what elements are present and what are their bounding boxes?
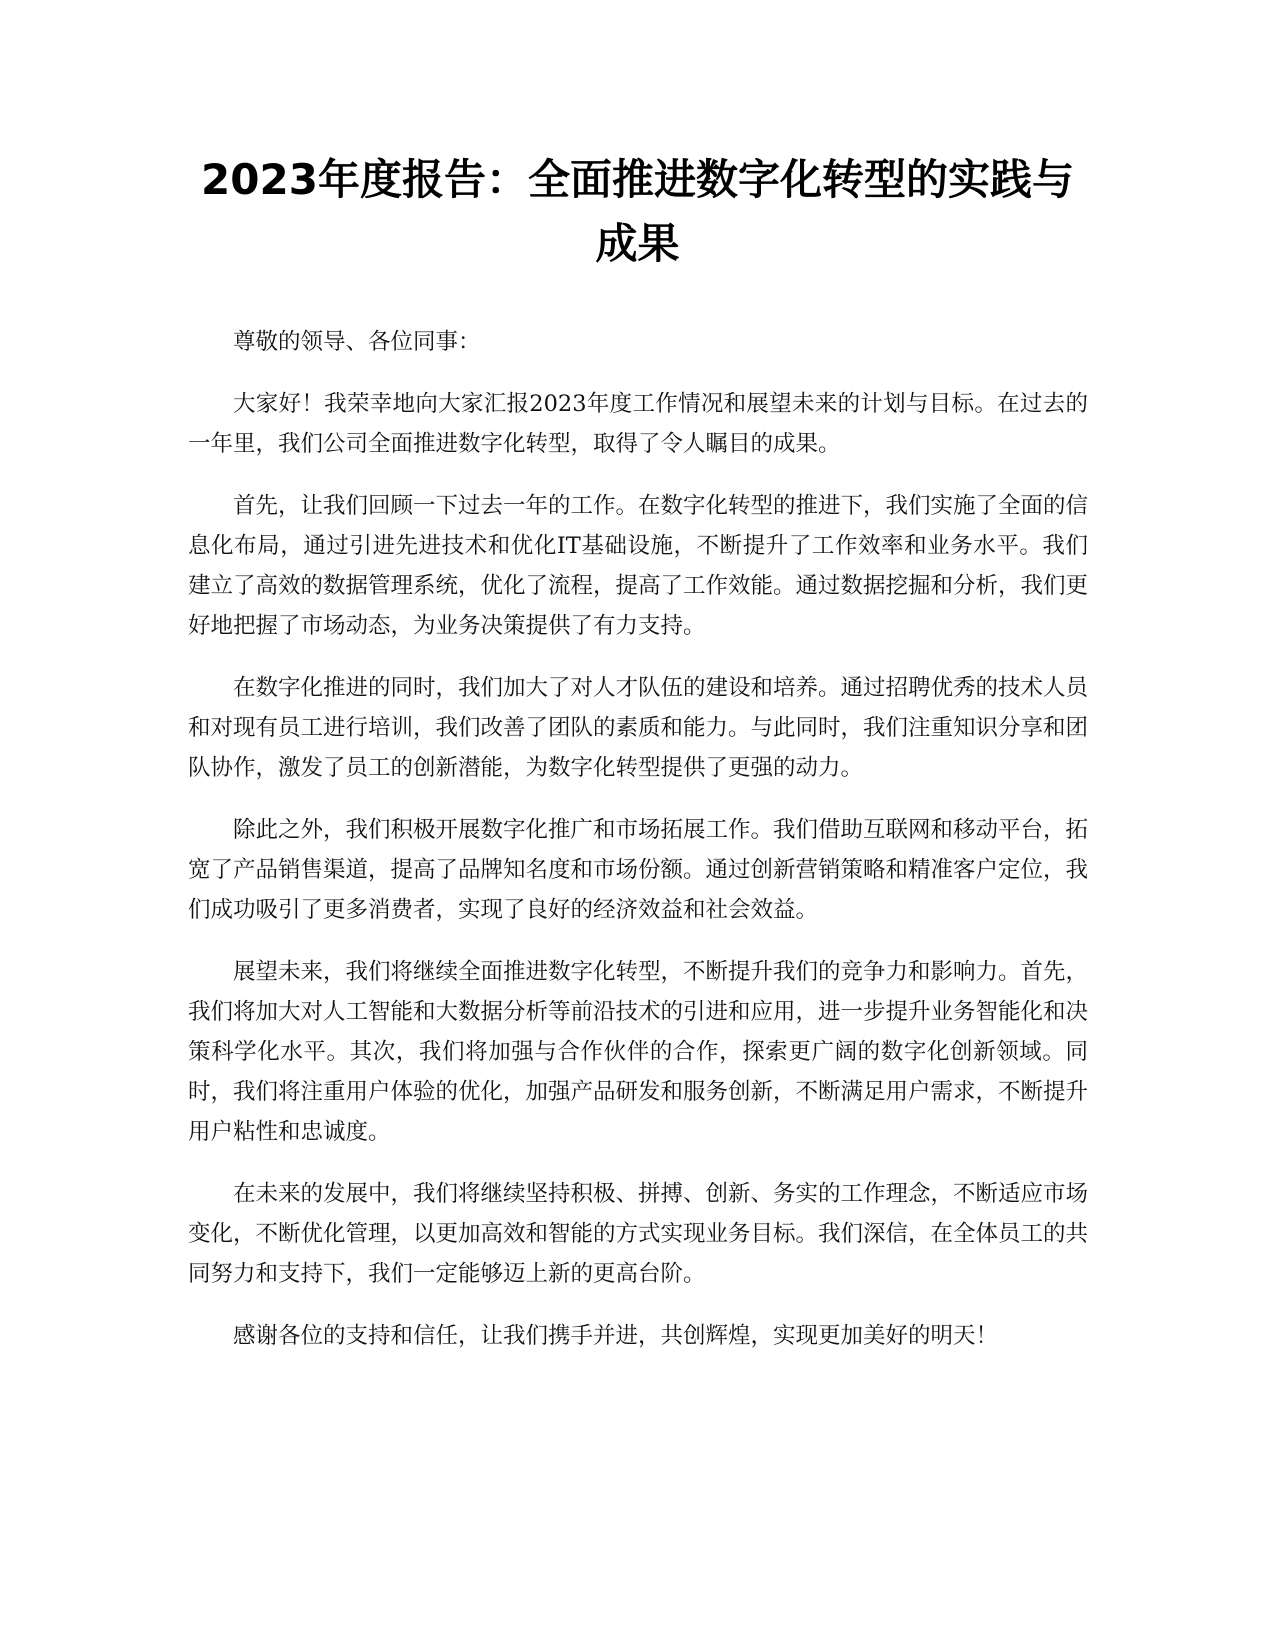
intro-paragraph: 大家好！我荣幸地向大家汇报2023年度工作情况和展望未来的计划与目标。在过去的一年里，我们公司全面推进数字化转型，取得了令人瞩目的成果。 [188, 391, 1088, 457]
talent-paragraph: 在数字化推进的同时，我们加大了对人才队伍的建设和培养。通过招聘优秀的技术人员和对现有员工进行培训，我们改善了团队的素质和能力。与此同时，我们注重知识分享和团队协作，激发了员工的创新潜能，为数字化转型提供了更强的动力。 [188, 675, 1089, 781]
document-title: 2023年度报告：全面推进数字化转型的实践与成果 [201, 155, 1074, 268]
document-body [188, 322, 1088, 1378]
review-paragraph: 首先，让我们回顾一下过去一年的工作。在数字化转型的推进下，我们实施了全面的信息化布局，通过引进先进技术和优化IT基础设施，不断提升了工作效率和业务水平。我们建立了高效的数据管理系统，优化了流程，提高了工作效能。通过数据挖掘和分析，我们更好地把握了市场动态，为业务决策提供了有力支持。 [188, 493, 1089, 639]
marketing-paragraph: 除此之外，我们积极开展数字化推广和市场拓展工作。我们借助互联网和移动平台，拓宽了产品销售渠道，提高了品牌知名度和市场份额。通过创新营销策略和精准客户定位，我们成功吸引了更多消费者，实现了良好的经济效益和社会效益。 [188, 817, 1089, 923]
outlook-paragraph: 展望未来，我们将继续全面推进数字化转型，不断提升我们的竞争力和影响力。首先，我们将加大对人工智能和大数据分析等前沿技术的引进和应用，进一步提升业务智能化和决策科学化水平。其次，我们将加强与合作伙伴的合作，探索更广阔的数字化创新领域。同时，我们将注重用户体验的优化，加强产品研发和服务创新，不断满足用户需求，不断提升用户粘性和忠诚度。 [188, 959, 1089, 1145]
salutation-paragraph: 尊敬的领导、各位同事： [233, 329, 481, 355]
development-paragraph: 在未来的发展中，我们将继续坚持积极、拼搏、创新、务实的工作理念，不断适应市场变化，不断优化管理，以更加高效和智能的方式实现业务目标。我们深信，在全体员工的共同努力和支持下，我们一定能够迈上新的更高台阶。 [188, 1181, 1089, 1287]
closing-paragraph: 感谢各位的支持和信任，让我们携手并进，共创辉煌，实现更加美好的明天！ [233, 1323, 999, 1349]
